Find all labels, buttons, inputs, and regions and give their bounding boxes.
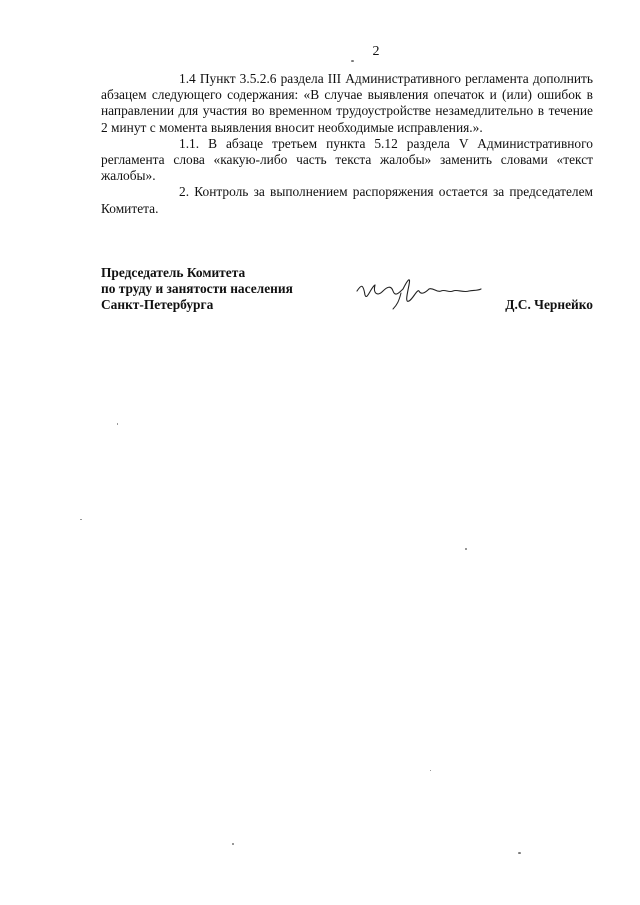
paragraph-1-4 xyxy=(101,71,593,136)
paragraph-text: В абзаце третьем пункта 5.12 раздела V Административного регламента слова «какую-либо часть текста жалобы» заменить словами «текст жалобы». xyxy=(101,135,593,184)
signatory-title-line: по труду и занятости населения xyxy=(101,281,293,297)
signature-block xyxy=(101,265,593,325)
scan-speck xyxy=(80,519,82,520)
paragraph-number: 1.1. xyxy=(179,135,200,151)
scan-speck xyxy=(465,548,467,550)
scan-speck xyxy=(518,852,521,854)
handwritten-signature xyxy=(353,271,483,311)
signatory-name: Д.С. Чернейко xyxy=(505,297,593,312)
paragraph-number: 2. xyxy=(179,184,190,200)
page-number: 2 xyxy=(372,44,380,59)
signatory-title-line: Председатель Комитета xyxy=(101,265,246,280)
scan-speck xyxy=(232,843,234,845)
scan-speck xyxy=(117,423,118,425)
document-body xyxy=(101,71,593,217)
paragraph-text: Пункт 3.5.2.6 раздела III Административного регламента дополнить абзацем следующего содержания: «В случае выявления опечаток и (или) ошибок в направлении для участия во временном трудоустройстве незамедлительно в течение 2 минут с момента выявления вносит необходимые исправления.». xyxy=(101,71,593,135)
scan-speck xyxy=(430,770,431,771)
paragraph-number: 1.4 xyxy=(179,71,196,86)
scan-speck xyxy=(351,60,354,62)
paragraph-2 xyxy=(101,184,593,216)
signatory-title-line: Санкт-Петербурга xyxy=(101,297,214,313)
paragraph-1-1 xyxy=(101,136,593,185)
paragraph-text: Контроль за выполнением распоряжения остается за председателем Комитета. xyxy=(101,184,593,216)
